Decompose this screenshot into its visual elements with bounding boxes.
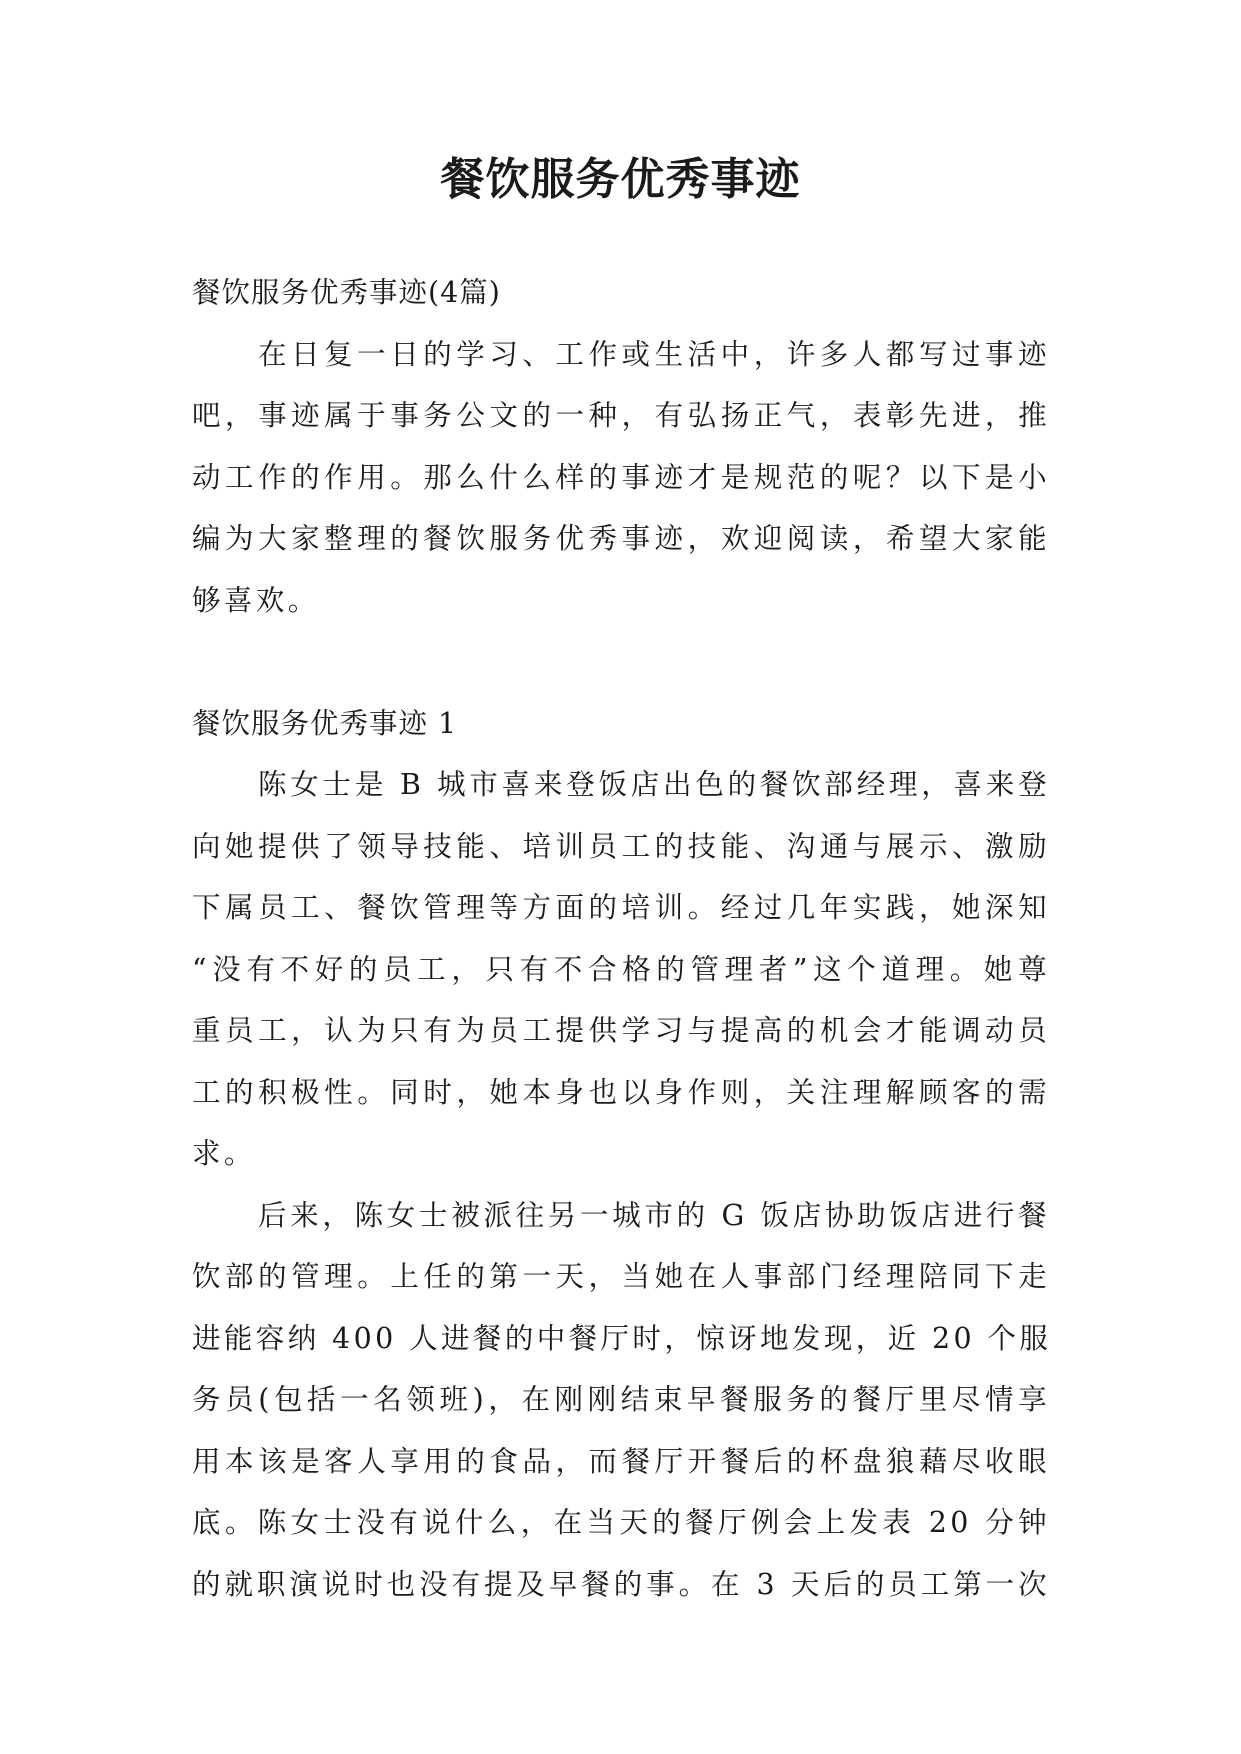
paragraph-line: 够喜欢。 [192,583,320,617]
paragraph-line: 编为大家整理的餐饮服务优秀事迹，欢迎阅读，希望大家能 [192,522,1050,555]
paragraph-2 [192,1185,1050,1616]
document-title: 餐饮服务优秀事迹 [440,154,801,205]
paragraph-line: 向她提供了领导技能、培训员工的技能、沟通与展示、激励 [192,829,1050,863]
paragraph-line: 求。 [192,1137,256,1170]
paragraph-line: 用本该是客人享用的食品，而餐厅开餐后的杯盘狼藉尽收眼 [192,1444,1050,1478]
paragraph-line: 吧，事迹属于事务公文的一种，有弘扬正气，表彰先进，推 [192,399,1050,432]
section-heading: 餐饮服务优秀事迹 1 [192,706,458,740]
intro-paragraph [192,324,1050,632]
paragraph-line: 的就职演说时也没有提及早餐的事。在 3 天后的员工第一次 [192,1567,1050,1601]
paragraph-line: 陈女士是 B 城市喜来登饭店出色的餐饮部经理，喜来登 [258,768,1050,801]
blank-line [192,631,1050,693]
paragraph-line: 动工作的作用。那么什么样的事迹才是规范的呢？以下是小 [192,460,1050,494]
paragraph-line: 重员工，认为只有为员工提供学习与提高的机会才能调动员 [192,1014,1050,1047]
paragraph-line: 底。陈女士没有说什么，在当天的餐厅例会上发表 20 分钟 [192,1506,1050,1539]
paragraph-line: 进能容纳 400 人进餐的中餐厅时，惊讶地发现，近 20 个服 [192,1321,1052,1355]
intro-heading: 餐饮服务优秀事迹(4篇) [192,276,501,309]
paragraph-line: 务员(包括一名领班)，在刚刚结束早餐服务的餐厅里尽情享 [192,1383,1050,1416]
paragraph-line: 下属员工、餐饮管理等方面的培训。经过几年实践，她深知 [192,891,1050,924]
paragraph-1 [192,754,1050,1185]
paragraph-line: “没有不好的员工，只有不合格的管理者”这个道理。她尊 [192,952,1050,986]
paragraph-line: 饮部的管理。上任的第一天，当她在人事部门经理陪同下走 [192,1260,1050,1293]
paragraph-line: 工的积极性。同时，她本身也以身作则，关注理解顾客的需 [192,1075,1050,1109]
paragraph-line: 后来，陈女士被派往另一城市的 G 饭店协助饭店进行餐 [258,1198,1050,1232]
paragraph-line: 在日复一日的学习、工作或生活中，许多人都写过事迹 [258,337,1050,371]
document-body [192,262,1050,1615]
